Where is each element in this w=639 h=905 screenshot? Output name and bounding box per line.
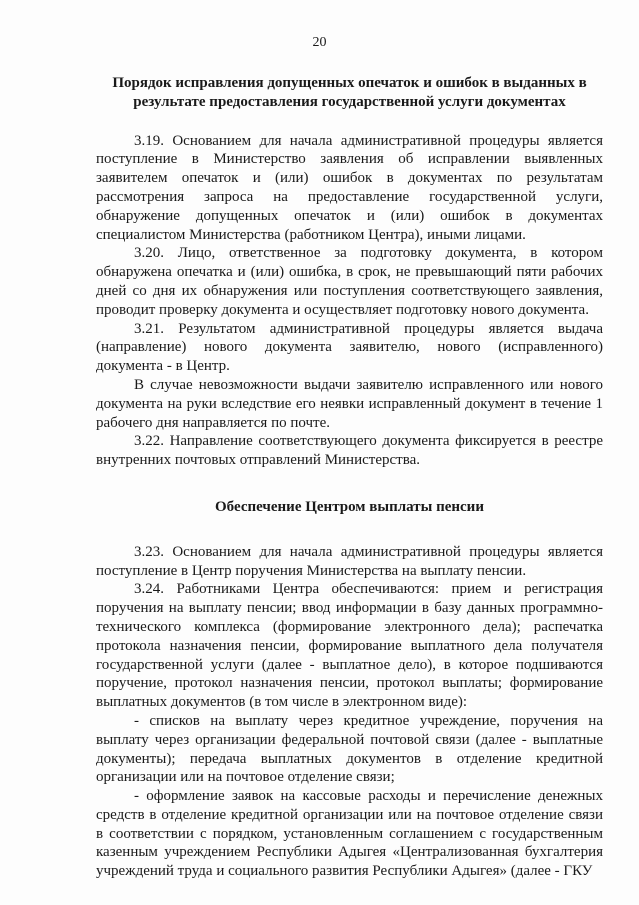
paragraph-3-24: 3.24. Работниками Центра обеспечиваются: прием и регистрация поручения на выплату пенсии; ввод информации в базу данных программно-технического комплекса (формирование электронного дела); распечатка протокола назначения пенсии, формирование выплатного дела получателя государственной услуги (далее - выплатное дело), в которое подшиваются поручение, протокол назначения пенсии, протокол выплаты; формирование выплатных документов (в том числе в электронном виде): <box>96 581 603 711</box>
list-item-expense-requests: - оформление заявок на кассовые расходы и перечисление денежных средств в отделение кредитной организации или на почтовое отделение связи в соответствии с порядком, установленным соглашением с государственным казенным учреждением Республики Адыгея «Централизованная бухгалтерия учреждений труда и социального развития Республики Адыгея» (далее - ГКУ <box>96 788 603 880</box>
paragraph-reissue-by-mail: В случае невозможности выдачи заявителю исправленного или нового документа на руки вследствие его неявки исправленный документ в течение 1 рабочего дня направляется по почте. <box>96 376 603 431</box>
paragraph-3-23: 3.23. Основанием для начала административной процедуры является поступление в Центр поручения Министерства на выплату пенсии. <box>96 543 603 579</box>
page-number: 20 <box>312 35 327 50</box>
paragraph-3-20: 3.20. Лицо, ответственное за подготовку документа, в котором обнаружена опечатка и (или) ошибка, в срок, не превышающий пяти рабочих дней со дня их обнаружения или поступления соответствующего заявления, проводит проверку документа и осуществляет подготовку нового документа. <box>96 245 603 318</box>
section-heading-corrections: Порядок исправления допущенных опечаток и ошибок в выданных в результате предоставления государственной услуги документах <box>112 75 587 110</box>
paragraph-3-22: 3.22. Направление соответствующего документа фиксируется в реестре внутренних почтовых отправлений Министерства. <box>96 433 603 469</box>
paragraph-3-21: 3.21. Результатом административной процедуры является выдача (направление) нового документа заявителю, нового (исправленного) документа - в Центр. <box>96 320 603 375</box>
list-item-payment-lists: - списков на выплату через кредитное учреждение, поручения на выплату через организации федеральной почтовой связи (далее - выплатные документы); передача выплатных документов в отделение кредитной организации или на почтовое отделение связи; <box>96 712 603 786</box>
page-body <box>96 72 603 881</box>
section-heading-pension-payment: Обеспечение Центром выплаты пенсии <box>215 498 484 515</box>
paragraph-3-19: 3.19. Основанием для начала административной процедуры является поступление в Министерство заявления об исправлении выявленных заявителем опечаток и (или) ошибок в документах по результатам рассмотрения запроса на предоставление государственной услуги, обнаружение допущенных опечаток и (или) ошибок в документах специалистом Министерства (работником Центра), иными лицами. <box>96 132 603 243</box>
